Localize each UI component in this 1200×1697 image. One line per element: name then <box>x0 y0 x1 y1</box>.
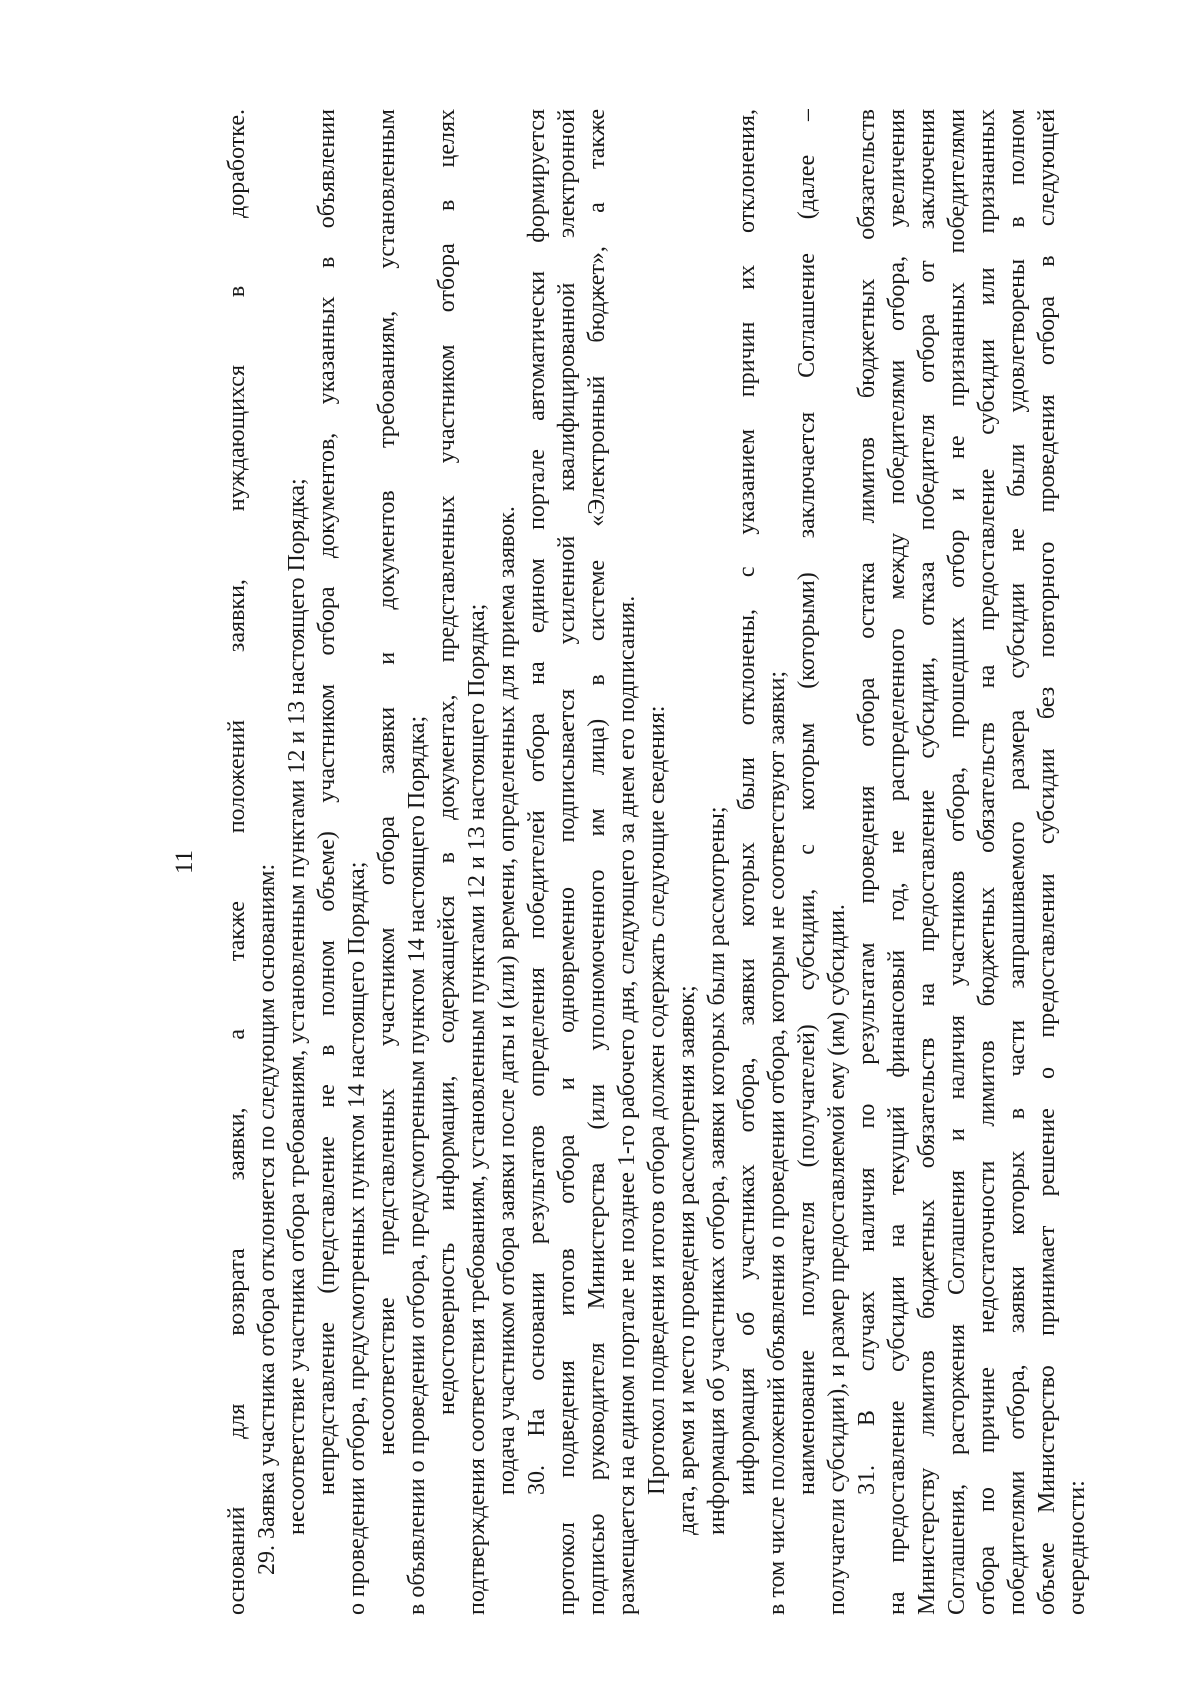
text-line: Министерству лимитов бюджетных обязательств на предоставление субсидии, отказа победителя отбора от заключения <box>914 109 940 1615</box>
text-line: непредставление (представление не в полном объеме) участником отбора документов, указанных в объявлении <box>314 109 340 1495</box>
text-line: на предоставление субсидии на текущий финансовый год, не распределенного между победителями отбора, увеличения <box>884 109 910 1615</box>
text-line: получатели субсидии), и размер предоставляемой ему (им) субсидии. <box>824 904 850 1615</box>
text-line: наименование получателя (получателей) субсидии, с которым (которыми) заключается Соглашение (далее – <box>794 109 820 1495</box>
text-line: дата, время и место проведения рассмотрения заявок; <box>674 985 700 1535</box>
text-line: информация об участниках отбора, заявки которых были отклонены, с указанием причин их отклонения, <box>734 109 760 1495</box>
text-line: подтверждения соответствия требованиям, установленным пунктами 12 и 13 настоящего Порядка; <box>464 603 490 1615</box>
document-body <box>222 109 1092 1615</box>
text-line: Протокол подведения итогов отбора должен содержать следующие сведения: <box>644 705 670 1495</box>
text-line: победителями отбора, заявки которых в части запрашиваемого размера субсидии не были удовлетворены в полном <box>1004 109 1030 1615</box>
text-line: информация об участниках отбора, заявки которых были рассмотрены; <box>704 806 730 1535</box>
text-line: очередности: <box>1064 1480 1090 1615</box>
text-line: размещается на едином портале не позднее 1-го рабочего дня, следующего за днем его подписания. <box>614 595 640 1615</box>
text-line: 30. На основании результатов определения победителей отбора на едином портале автоматически формируется <box>524 109 550 1495</box>
text-line: подписью руководителя Министерства (или уполномоченного им лица) в системе «Электронный бюджет», а также <box>584 109 610 1615</box>
text-line: 31. В случаях наличия по результатам проведения отбора остатка лимитов бюджетных обязательств <box>854 109 880 1495</box>
text-line: оснований для возврата заявки, а также положений заявки, нуждающихся в доработке. <box>224 109 250 1615</box>
text-line: протокол подведения итогов отбора и одновременно подписывается усиленной квалифицированной электронной <box>554 109 580 1615</box>
rotated-content <box>170 109 1090 1615</box>
text-line: несоответствие представленных участником отбора заявки и документов требованиям, установленным <box>374 109 400 1455</box>
text-line: подача участником отбора заявки после даты и (или) времени, определенных для приема заявок. <box>494 506 520 1495</box>
text-line: о проведении отбора, предусмотренных пунктом 14 настоящего Порядка; <box>344 861 370 1615</box>
text-line: отбора по причине недостаточности лимитов бюджетных обязательств на предоставление субсидии или признанных <box>974 109 1000 1615</box>
text-line: объеме Министерство принимает решение о предоставлении субсидии без повторного проведения отбора в следующей <box>1034 109 1060 1615</box>
text-line: Соглашения, расторжения Соглашения и наличия участников отбора, прошедших отбор и не признанных победителями <box>944 109 970 1615</box>
page-number: 11 <box>171 849 198 875</box>
text-line: недостоверность информации, содержащейся в документах, представленных участником отбора в целях <box>434 109 460 1415</box>
text-line: 29. Заявка участника отбора отклоняется по следующим основаниям: <box>254 863 280 1575</box>
text-line: в объявлении о проведении отбора, предусмотренным пунктом 14 настоящего Порядка; <box>404 715 430 1615</box>
text-line: в том числе положений объявления о проведении отбора, которым не соответствуют заявки; <box>764 670 790 1615</box>
text-line: несоответствие участника отбора требованиям, установленным пунктами 12 и 13 настоящего Порядка; <box>284 478 310 1535</box>
